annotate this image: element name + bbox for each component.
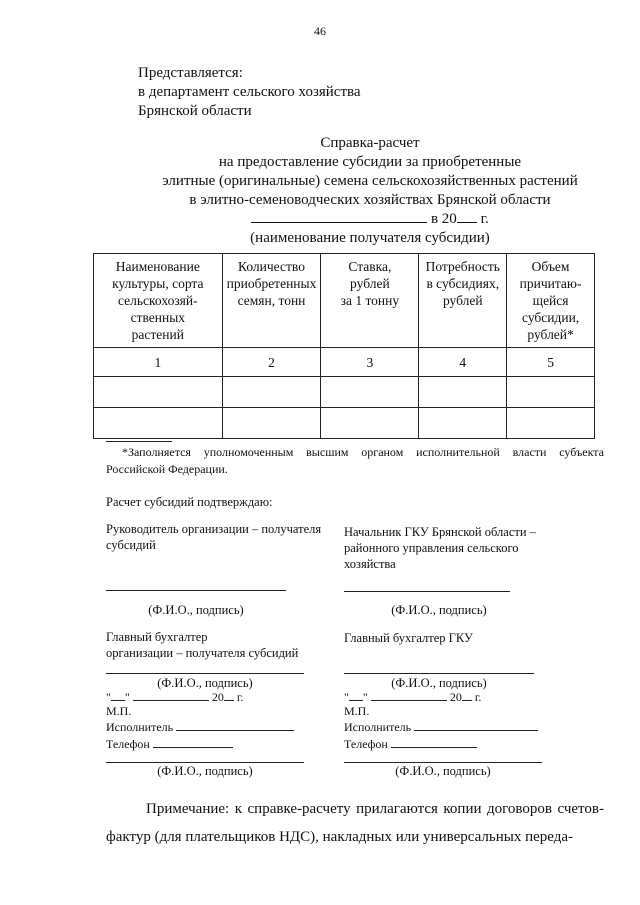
left-phone	[106, 736, 233, 752]
table-cell	[419, 408, 507, 439]
title-date-line	[90, 210, 640, 229]
footnote: *Заполняется уполномоченным высшим органом исполнительной власти субъекта Российской Федерации.	[106, 445, 604, 476]
page-number: 46	[314, 24, 326, 38]
header-text: Наименование	[115, 259, 200, 274]
table-row	[94, 408, 595, 439]
left-seal: М.П.	[106, 704, 132, 718]
right-phone	[344, 736, 477, 752]
footnote-rule	[106, 441, 172, 442]
right-date-year: 20	[449, 690, 462, 704]
column-number: 1	[94, 348, 223, 377]
right-head-line-2: районного управления сельского	[344, 541, 519, 555]
left-executor	[106, 719, 294, 735]
right-month-blank	[371, 689, 447, 701]
header-quantity	[222, 254, 321, 348]
right-head-caption: (Ф.И.О., подпись)	[391, 603, 487, 617]
left-year-blank	[224, 689, 234, 701]
right-accountant-caption: (Ф.И.О., подпись)	[391, 676, 487, 690]
title-line-4: в элитно-семеноводческих хозяйствах Брянской области	[189, 192, 551, 208]
table-cell	[321, 377, 419, 408]
header-text: Количество	[238, 259, 305, 274]
header-amount	[507, 254, 595, 348]
left-day-blank	[111, 689, 125, 701]
table-cell	[222, 408, 321, 439]
header-text: ственных	[130, 310, 186, 325]
right-head-title	[344, 524, 536, 572]
right-accountant-title: Главный бухгалтер ГКУ	[344, 631, 473, 645]
column-number: 5	[507, 348, 595, 377]
left-head-line-2: субсидий	[106, 538, 156, 552]
left-date-quote-close: "	[124, 690, 130, 704]
right-accountant-signature-line	[344, 673, 534, 674]
header-text: семян, тонн	[237, 293, 306, 308]
recipient-blank	[251, 210, 427, 223]
table-cell	[94, 408, 223, 439]
header-text: приобретенных	[226, 276, 317, 291]
header-rate	[321, 254, 419, 348]
address-line-2: в департамент сельского хозяйства	[138, 84, 361, 100]
header-text: сельскохозяй-	[118, 293, 198, 308]
right-date-suffix: г.	[474, 690, 482, 704]
left-date-suffix: г.	[236, 690, 244, 704]
header-text: за 1 тонну	[340, 293, 400, 308]
left-accountant-line-1: Главный бухгалтер	[106, 630, 208, 644]
header-text: рублей	[350, 276, 390, 291]
title-line-3: элитные (оригинальные) семена сельскохозяйственных растений	[162, 173, 578, 189]
header-crop-name	[94, 254, 223, 348]
right-executor	[344, 719, 538, 735]
right-bottom-signature-line	[344, 762, 542, 763]
left-phone-label: Телефон	[106, 737, 150, 751]
header-text: щейся	[532, 293, 569, 308]
header-need	[419, 254, 507, 348]
right-phone-label: Телефон	[344, 737, 388, 751]
address-line-3: Брянской области	[138, 103, 252, 119]
table-cell	[507, 408, 595, 439]
column-number: 3	[321, 348, 419, 377]
left-accountant-title	[106, 629, 298, 661]
header-text: рублей*	[527, 327, 574, 342]
title-line-2: на предоставление субсидии за приобретенные	[218, 154, 522, 170]
left-phone-blank	[153, 736, 233, 748]
left-bottom-signature-line	[106, 762, 304, 763]
left-bottom-caption: (Ф.И.О., подпись)	[157, 764, 253, 778]
header-text: в субсидиях,	[426, 276, 500, 291]
note-paragraph: Примечание: к справке-расчету прилагаются копии договоров счетов-фактур (для плательщиков НДС), накладных или универсальных переда-	[106, 801, 604, 845]
left-accountant-caption: (Ф.И.О., подпись)	[157, 676, 253, 690]
table-number-row	[94, 348, 595, 377]
header-text: субсидии,	[522, 310, 580, 325]
left-accountant-line-2: организации – получателя субсидий	[106, 646, 299, 660]
address-block	[138, 64, 361, 121]
left-executor-label: Исполнитель	[106, 720, 174, 734]
table-cell	[419, 377, 507, 408]
left-executor-blank	[176, 719, 294, 731]
column-number: 4	[419, 348, 507, 377]
left-head-line-1: Руководитель организации – получателя	[106, 522, 322, 536]
header-text: Объем	[531, 259, 570, 274]
left-date-quote-open: "	[106, 690, 111, 704]
confirm-label: Расчет субсидий подтверждаю:	[106, 495, 273, 509]
right-day-blank	[349, 689, 363, 701]
header-text: причитаю-	[519, 276, 582, 291]
table-header-row	[94, 254, 595, 348]
left-head-signature-line	[106, 590, 286, 591]
left-accountant-signature-line	[106, 673, 304, 674]
year-blank	[457, 210, 477, 223]
document-title	[90, 134, 640, 248]
header-text: Потребность	[425, 259, 500, 274]
header-text: культуры, сорта	[112, 276, 204, 291]
address-line-1: Представляется:	[138, 65, 243, 81]
column-number: 2	[222, 348, 321, 377]
right-head-signature-line	[344, 591, 510, 592]
table-cell	[321, 408, 419, 439]
right-executor-blank	[414, 719, 538, 731]
left-month-blank	[133, 689, 209, 701]
title-line-1: Справка-расчет	[320, 135, 420, 151]
right-phone-blank	[391, 736, 477, 748]
right-date-quote-close: "	[362, 690, 368, 704]
table-cell	[94, 377, 223, 408]
table-cell	[507, 377, 595, 408]
right-seal: М.П.	[344, 704, 370, 718]
header-text: рублей	[442, 293, 483, 308]
left-head-title	[106, 521, 321, 553]
right-year-blank	[462, 689, 472, 701]
right-head-line-3: хозяйства	[344, 557, 396, 571]
recipient-caption: (наименование получателя субсидии)	[250, 230, 490, 246]
left-head-caption: (Ф.И.О., подпись)	[148, 603, 244, 617]
table-row	[94, 377, 595, 408]
left-date-year: 20	[211, 690, 224, 704]
title-date-suffix: г.	[480, 211, 489, 227]
header-text: растений	[131, 327, 184, 342]
table-cell	[222, 377, 321, 408]
header-text: Ставка,	[348, 259, 392, 274]
right-head-line-1: Начальник ГКУ Брянской области –	[344, 525, 536, 539]
calculation-table	[93, 253, 595, 439]
right-executor-label: Исполнитель	[344, 720, 412, 734]
title-date-prefix: в 20	[430, 211, 457, 227]
right-date-quote-open: "	[344, 690, 349, 704]
right-bottom-caption: (Ф.И.О., подпись)	[395, 764, 491, 778]
